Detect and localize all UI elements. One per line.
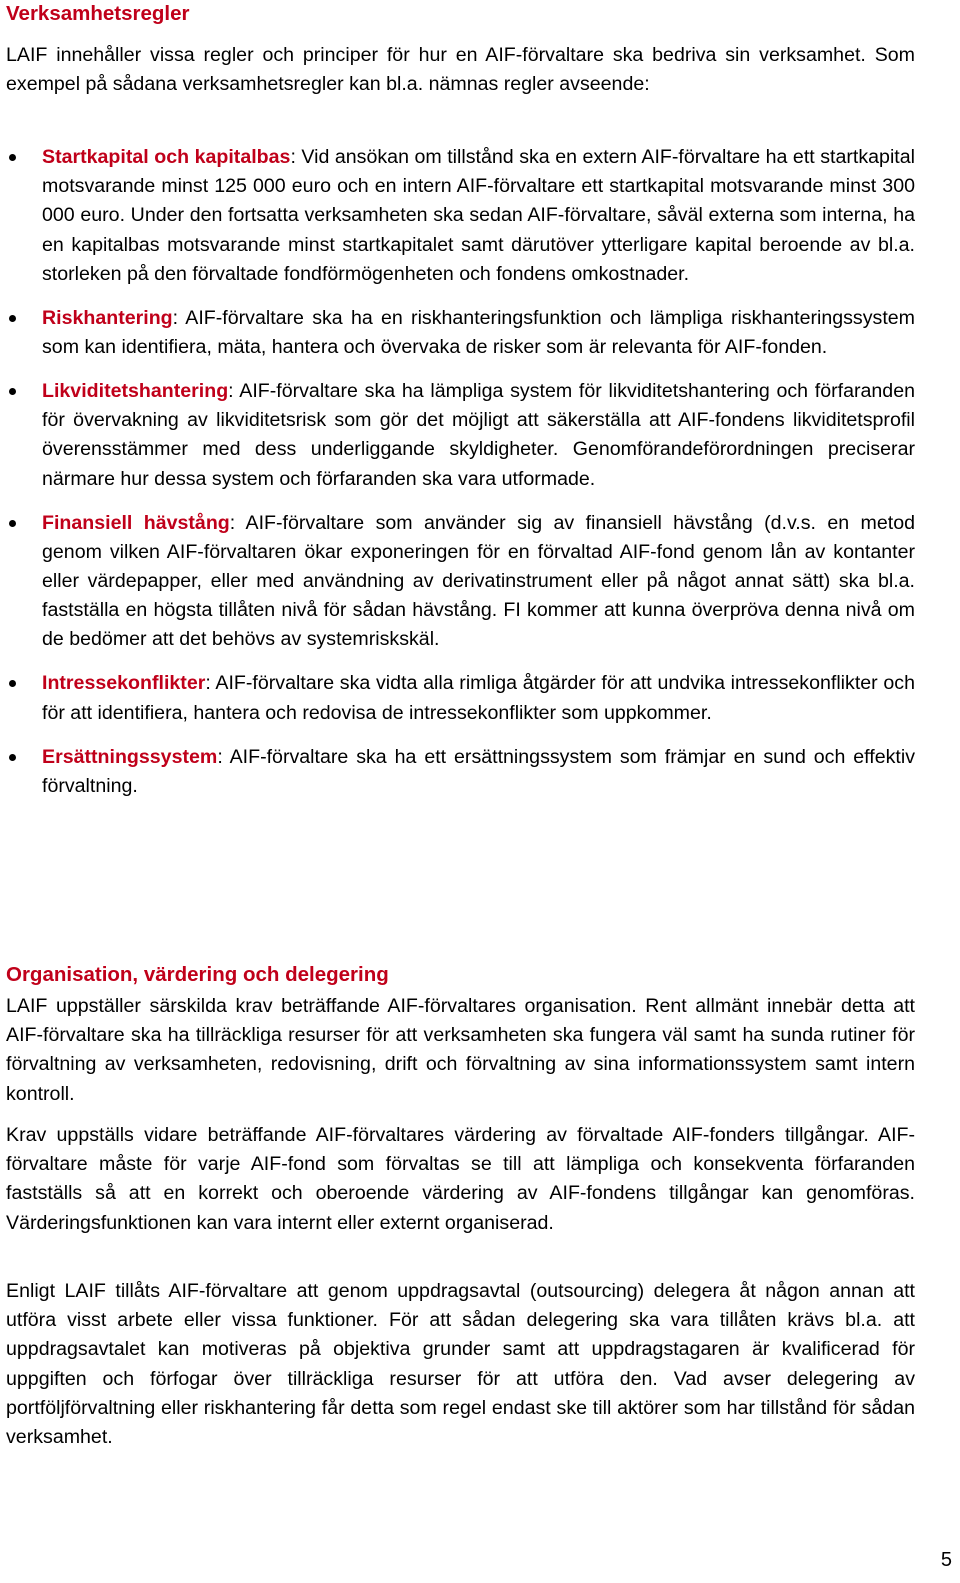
bullet-text: : AIF-förvaltare ska ha lämpliga system för likviditetshantering och förfaranden för övervakning av likviditetsrisk som gör det möjligt att säkerställa att AIF-fondens likviditetsprofil överensstämmer med dess underliggande skyldigheter. Genomförandeförordningen preciserar närmare hur dessa system och förfaranden ska vara utformade. — [42, 380, 915, 490]
bullet-term: Intressekonflikter — [42, 672, 206, 695]
section-heading-verksamhetsregler: Verksamhetsregler — [6, 2, 190, 25]
bullet-term: Finansiell hävstång — [42, 511, 230, 534]
list-item — [6, 304, 915, 362]
bullet-term: Startkapital och kapitalbas — [42, 146, 291, 168]
bullet-text: : AIF-förvaltare ska ha en riskhanteringsfunktion och lämpliga riskhanteringssystem som kan identifiera, mäta, hantera och övervaka de risker som är relevanta för AIF-fonden. — [42, 306, 915, 359]
bullet-text: : AIF-förvaltare ska vidta alla rimliga åtgärder för att undvika intressekonflikter och för att identifiera, hantera och redovisa de intressekonflikter som uppkommer. — [42, 672, 915, 724]
delegation-paragraph: Enligt LAIF tillåts AIF-förvaltare att genom uppdragsavtal (outsourcing) delegera åt någon annan att utföra visst arbete eller vissa funktioner. För att sådan delegering ska vara tillåten krävs bl.a. att uppdragsavtalet kan motiveras på objektiva grunder samt att uppdragstagaren är kvalificerad för uppgiften och förfogar över tillräckliga resurser för att utföra den. Vad avser delegering av portföljförvaltning eller riskhantering får detta som regel endast ske till aktörer som har tillstånd för sådan verksamhet. — [6, 1280, 915, 1449]
section-heading-organisation: Organisation, värdering och delegering — [6, 963, 389, 986]
valuation-paragraph: Krav uppställs vidare beträffande AIF-förvaltares värdering av förvaltade AIF-fonders tillgångar. AIF-förvaltare måste för varje AIF-fond som förvaltas se till att lämpliga och konsekventa förfaranden fastställs så att en korrekt och oberoende värdering av AIF-fondens tillgångar kan genomföras. Värderingsfunktionen kan vara internt eller externt organiserad. — [6, 1124, 915, 1234]
rules-bullet-list — [6, 143, 915, 816]
list-item — [6, 377, 915, 494]
bullet-icon — [9, 388, 16, 395]
bullet-term: Ersättningssystem — [42, 745, 218, 768]
bullet-text: : Vid ansökan om tillstånd ska en extern AIF-förvaltare ha ett startkapital motsvarande minst 125 000 euro och en intern AIF-förvaltare ett startkapital motsvarande minst 300 000 euro. Under den fortsatta verksamheten ska sedan AIF-förvaltare, såväl externa som interna, ha en kapitalbas motsvarande minst startkapitalet samt därutöver ytterligare kapital beroende av bl.a. storleken på den förvaltade fondförmögenheten och fondens omkostnader. — [42, 146, 915, 285]
page-number: 5 — [940, 1549, 952, 1571]
intro-paragraph: LAIF innehåller vissa regler och principer för hur en AIF-förvaltare ska bedriva sin verksamhet. Som exempel på sådana verksamhetsregler kan bl.a. nämnas regler avseende: — [6, 44, 915, 96]
bullet-icon — [9, 680, 16, 687]
bullet-term: Riskhantering — [42, 306, 173, 329]
list-item — [6, 143, 915, 289]
list-item — [6, 669, 915, 727]
bullet-text: : AIF-förvaltare ska ha ett ersättningssystem som främjar en sund och effektiv förvaltning. — [42, 745, 915, 797]
bullet-text: : AIF-förvaltare som använder sig av finansiell hävstång (d.v.s. en metod genom vilken AIF-förvaltaren ökar exponeringen för en förvaltad AIF-fond genom lån av kontanter eller värdepapper, eller med användning av derivatinstrument eller på något annat sätt) ska bl.a. fastställa en högsta tillåten nivå för sådan hävstång. FI kommer att kunna överpröva denna nivå om de bedömer att det behövs av systemriskskäl. — [42, 511, 915, 651]
bullet-icon — [9, 754, 16, 761]
bullet-icon — [9, 154, 16, 161]
bullet-icon — [9, 520, 16, 527]
bullet-term: Likviditetshantering — [42, 380, 229, 403]
organisation-paragraph: LAIF uppställer särskilda krav beträffande AIF-förvaltares organisation. Rent allmänt innebär detta att AIF-förvaltare ska ha tillräckliga resurser för att verksamheten ska fungera väl samt ha sunda rutiner för förvaltning av verksamheten, redovisning, drift och förvaltning av sina informationssystem samt intern kontroll. — [6, 995, 915, 1105]
list-item — [6, 509, 915, 655]
list-item — [6, 743, 915, 801]
bullet-icon — [9, 315, 16, 322]
